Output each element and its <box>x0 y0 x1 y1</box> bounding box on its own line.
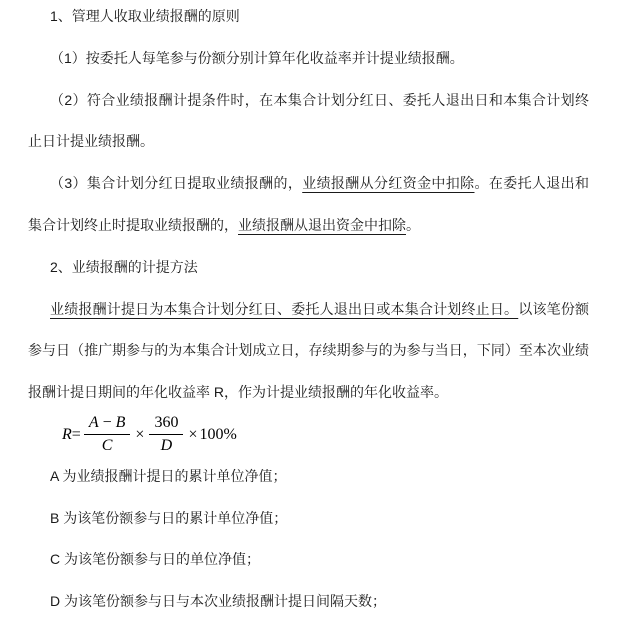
text-segment: × <box>135 425 145 443</box>
text-segment: 1、管理人收取业绩报酬的原则 <box>50 8 240 24</box>
paragraph-line <box>28 539 589 581</box>
text-segment: B <box>115 413 126 431</box>
text-segment: （2）符合业绩报酬计提条件时，在本集合计划分红日、委托人退出日和本集合计划终 <box>50 91 589 108</box>
text-segment: 。 <box>406 216 420 233</box>
text-segment: 报酬计提日期间的年化收益率 R，作为计提业绩报酬的年化收益率。 <box>28 384 448 401</box>
paragraph-line <box>28 581 589 623</box>
text-segment: 止日计提业绩报酬。 <box>28 133 154 150</box>
paragraph-line <box>28 498 589 540</box>
text-segment: 360 <box>154 413 179 431</box>
annualized-return-formula <box>28 414 589 456</box>
paragraph-line <box>28 330 589 372</box>
text-segment: 以该笔份额 <box>518 300 590 317</box>
text-segment: D <box>160 437 173 455</box>
paragraph-line <box>28 38 589 80</box>
paragraph-line <box>28 163 589 205</box>
paragraph-line <box>28 456 589 498</box>
text-segment: C 为该笔份额参与日的单位净值； <box>50 551 260 568</box>
text-segment: B 为该笔份额参与日的累计单位净值； <box>50 509 288 526</box>
fraction <box>84 414 131 456</box>
text-segment: 2、业绩报酬的计提方法 <box>50 258 198 275</box>
text-segment: 参与日（推广期参与的为本集合计划成立日，存续期参与的为参与当日，下同）至本次业绩 <box>28 342 589 359</box>
underlined-text-segment: 业绩报酬计提日为本集合计划分红日、委托人退出日或本集合计划终止日。 <box>50 300 519 317</box>
paragraph-line <box>28 372 589 414</box>
paragraph-line <box>28 0 589 38</box>
paragraph-line <box>28 205 589 247</box>
text-segment: 集合计划终止时提取业绩报酬的， <box>28 216 238 233</box>
text-segment: R <box>62 425 72 443</box>
paragraph-line <box>28 80 589 122</box>
text-segment: D 为该笔份额参与日与本次业绩报酬计提日间隔天数； <box>50 593 386 610</box>
text-segment: （1）按委托人每笔参与份额分别计算年化收益率并计提业绩报酬。 <box>50 49 464 66</box>
paragraph-line <box>28 247 589 289</box>
paragraph-line <box>28 121 589 163</box>
text-segment: = <box>71 425 81 443</box>
text-segment: C <box>101 437 113 455</box>
text-segment: 。在委托人退出和 <box>474 175 589 192</box>
text-segment: A 为业绩报酬计提日的累计单位净值； <box>50 467 287 484</box>
document-text-body <box>28 0 589 623</box>
underlined-text-segment: 业绩报酬从退出资金中扣除 <box>238 216 406 233</box>
text-segment: （3）集合计划分红日提取业绩报酬的， <box>50 175 303 192</box>
paragraph-line <box>28 289 589 331</box>
underlined-text-segment: 业绩报酬从分红资金中扣除 <box>302 175 475 192</box>
text-segment: 100% <box>199 425 237 443</box>
text-segment: × <box>188 425 198 443</box>
text-segment: A <box>88 413 99 431</box>
text-segment: − <box>98 413 116 431</box>
fraction <box>149 414 183 456</box>
